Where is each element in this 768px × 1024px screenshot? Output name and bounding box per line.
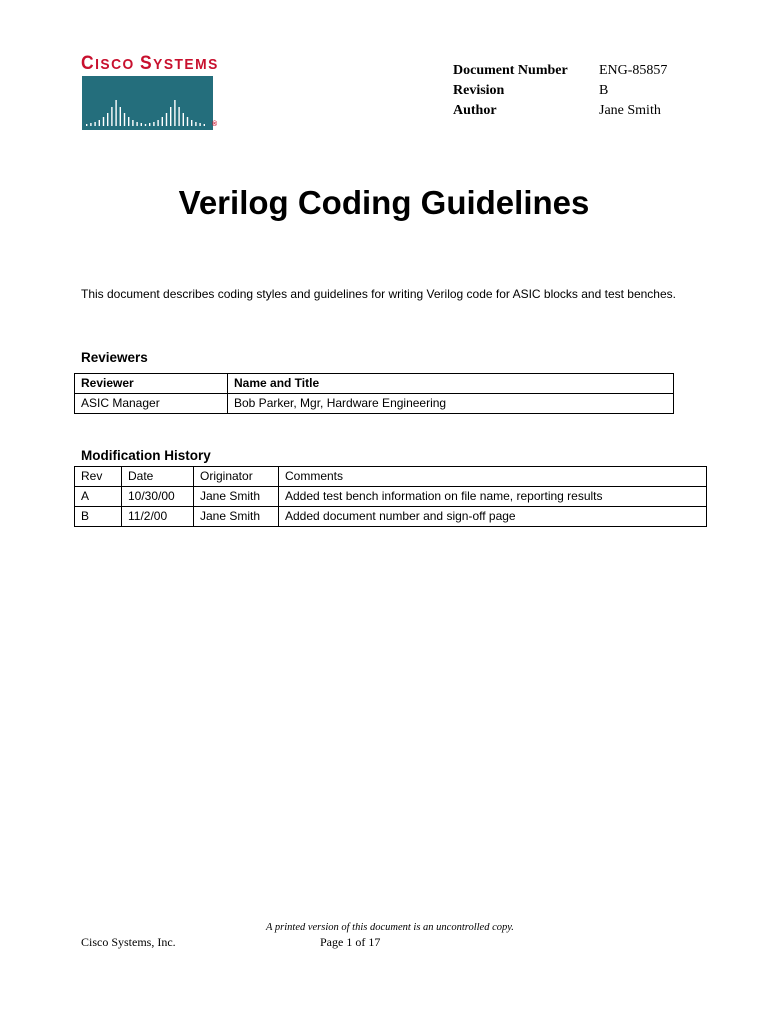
bridge-bar	[99, 120, 100, 126]
bridge-bar	[120, 107, 121, 126]
meta-label: Document Number	[453, 63, 568, 78]
table-cell: Added document number and sign-off page	[279, 507, 707, 527]
bridge-bar	[204, 124, 205, 126]
bridge-bar	[107, 113, 108, 126]
meta-label: Revision	[453, 83, 505, 98]
table-cell: Added test bench information on file name, reporting results	[279, 487, 707, 507]
uncontrolled-copy-note: A printed version of this document is an uncontrolled copy.	[266, 922, 514, 933]
table-cell: Jane Smith	[194, 487, 279, 507]
bridge-bar	[94, 122, 95, 126]
table-row	[75, 487, 707, 507]
bridge-bar	[166, 113, 167, 126]
reviewers-heading: Reviewers	[81, 350, 148, 365]
column-header: Originator	[194, 467, 279, 487]
modification-history-table	[74, 466, 707, 527]
table-cell: Bob Parker, Mgr, Hardware Engineering	[228, 394, 674, 414]
bridge-bar	[174, 100, 175, 126]
logo-bridge-graphic	[82, 76, 213, 130]
column-header: Rev	[75, 467, 122, 487]
meta-row-document-number	[453, 61, 667, 81]
meta-row-revision	[453, 81, 667, 101]
table-cell: A	[75, 487, 122, 507]
bridge-bars-icon	[82, 76, 213, 130]
bridge-bar	[124, 113, 125, 126]
table-header-row	[75, 467, 707, 487]
modification-history-heading: Modification History	[81, 448, 211, 463]
bridge-bar	[128, 117, 129, 126]
table-row	[75, 394, 674, 414]
document-title: Verilog Coding Guidelines	[178, 184, 590, 221]
cisco-systems-logo	[81, 55, 221, 131]
table-header-row	[75, 374, 674, 394]
bridge-bar	[136, 122, 137, 126]
column-header: Date	[122, 467, 194, 487]
table-row	[75, 507, 707, 527]
table-cell: 10/30/00	[122, 487, 194, 507]
footer-page-number: Page 1 of 17	[320, 935, 381, 949]
column-header: Comments	[279, 467, 707, 487]
meta-value: ENG-85857	[599, 63, 668, 78]
bridge-bar	[111, 107, 112, 126]
logo-wordmark: CISCO SYSTEMS	[81, 53, 219, 74]
bridge-bar	[178, 107, 179, 126]
bridge-bar	[86, 124, 87, 126]
bridge-bar	[90, 123, 91, 126]
bridge-bar	[195, 122, 196, 126]
bridge-bar	[153, 122, 154, 126]
bridge-bar	[191, 120, 192, 126]
bridge-bar	[199, 123, 200, 126]
bridge-bar	[183, 113, 184, 126]
table-cell: 11/2/00	[122, 507, 194, 527]
bridge-bar	[103, 117, 104, 126]
table-cell: Jane Smith	[194, 507, 279, 527]
bridge-bar	[141, 123, 142, 126]
bridge-bar	[132, 120, 133, 126]
bridge-bar	[149, 123, 150, 126]
table-cell: ASIC Manager	[75, 394, 228, 414]
column-header: Name and Title	[228, 374, 674, 394]
meta-value: B	[599, 83, 609, 98]
column-header: Reviewer	[75, 374, 228, 394]
document-meta	[453, 61, 667, 121]
bridge-bar	[162, 117, 163, 126]
intro-paragraph: This document describes coding styles and guidelines for writing Verilog code for ASIC blocks and test benches.	[81, 287, 676, 301]
bridge-bar	[115, 100, 116, 126]
table-cell: B	[75, 507, 122, 527]
meta-label: Author	[453, 103, 497, 118]
meta-value: Jane Smith	[599, 103, 661, 118]
reviewers-table	[74, 373, 674, 414]
bridge-bar	[170, 107, 171, 126]
bridge-bar	[157, 120, 158, 126]
meta-row-author	[453, 101, 667, 121]
bridge-bar	[187, 117, 188, 126]
footer-company: Cisco Systems, Inc.	[81, 935, 176, 949]
bridge-bar	[145, 124, 146, 126]
registered-mark: ®	[212, 121, 218, 128]
